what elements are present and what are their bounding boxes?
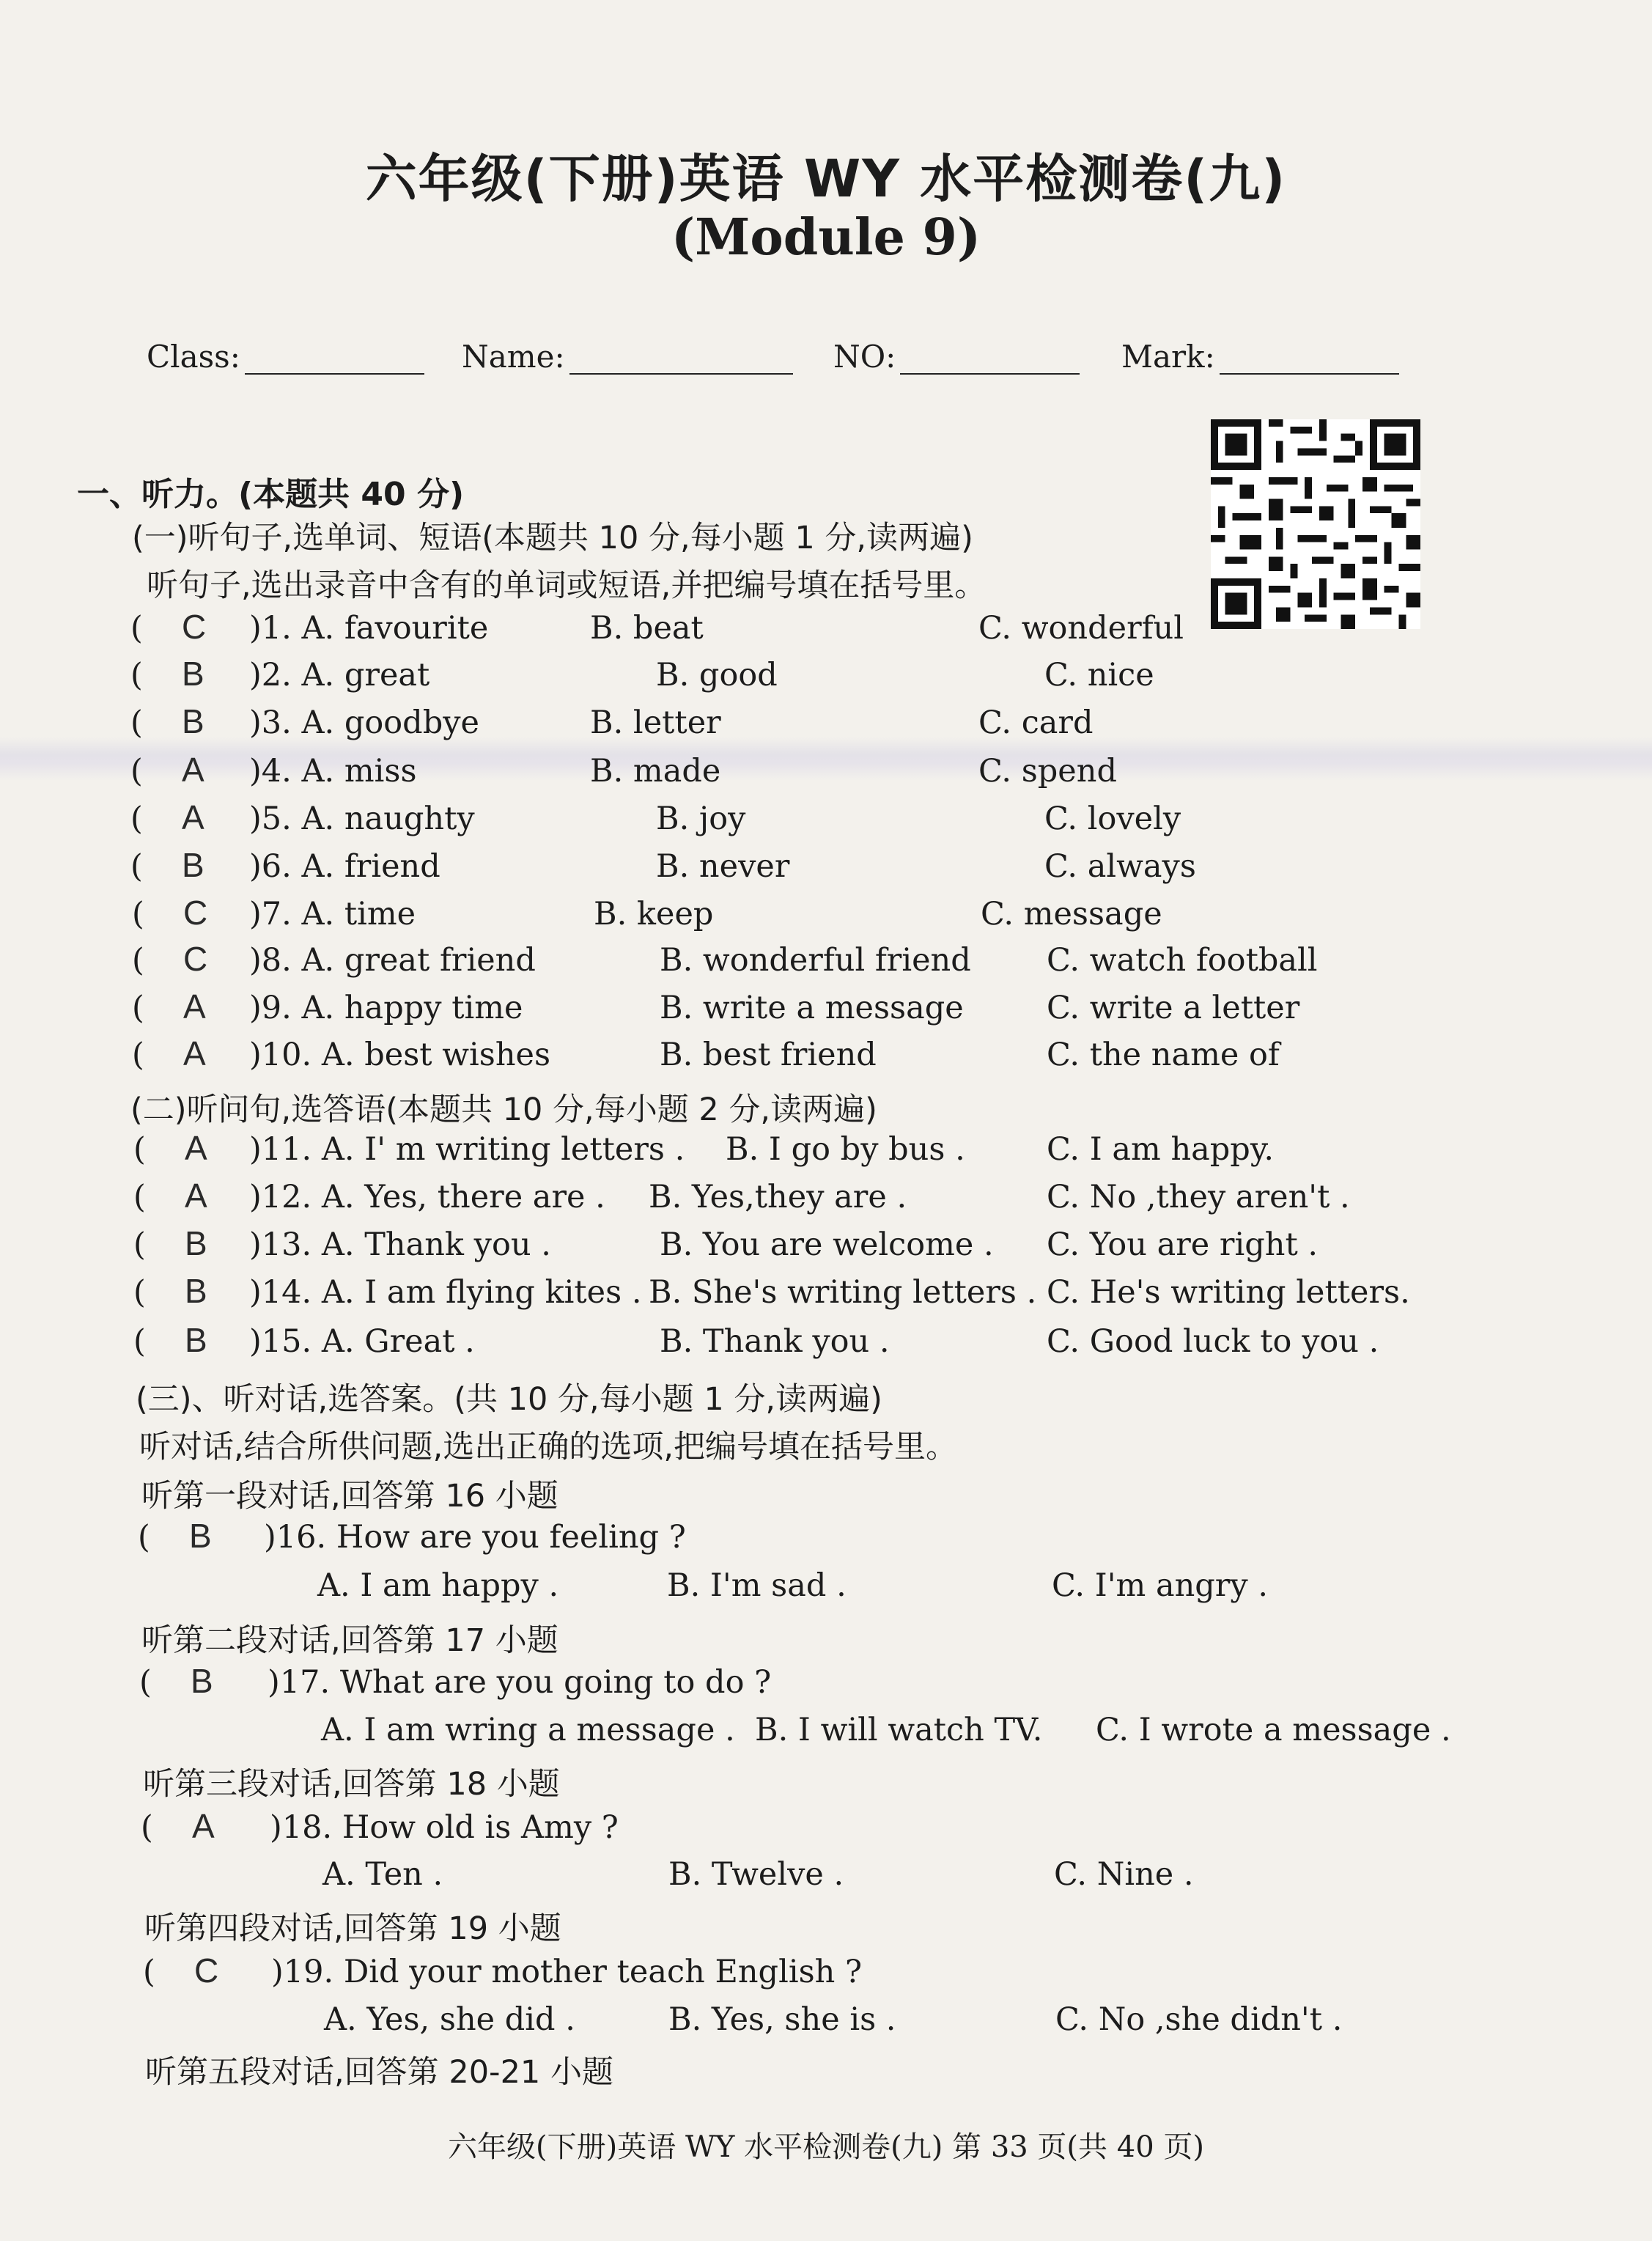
answer-paren: ( bbox=[143, 1954, 155, 1990]
option-b: B. Thank you . bbox=[660, 1323, 890, 1360]
option-c: C. nice bbox=[1044, 657, 1154, 693]
qr-code-icon bbox=[1211, 419, 1420, 629]
option-b: B. Yes,they are . bbox=[649, 1179, 907, 1215]
option-c: C. Good luck to you . bbox=[1047, 1323, 1379, 1360]
question-text: )11. A. I' m writing letters . bbox=[249, 1131, 685, 1168]
page-subtitle: (Module 9) bbox=[671, 208, 981, 267]
option-c: C. always bbox=[1044, 848, 1196, 885]
option-b: B. good bbox=[656, 657, 778, 693]
part2-title: (二)听问句,选答语(本题共 10 分,每小题 2 分,读两遍) bbox=[130, 1092, 877, 1128]
option-c: C. No ,she didn't . bbox=[1055, 2001, 1343, 2038]
name-blank[interactable] bbox=[569, 342, 793, 375]
option-b: B. beat bbox=[590, 610, 704, 647]
part1-title: (一)听句子,选单词、短语(本题共 10 分,每小题 1 分,读两遍) bbox=[132, 520, 973, 556]
question-text: )18. How old is Amy ? bbox=[270, 1809, 619, 1846]
answer-mark[interactable]: C bbox=[183, 894, 208, 932]
part3-title: (三)、听对话,选答案。(共 10 分,每小题 1 分,读两遍) bbox=[136, 1381, 882, 1418]
answer-mark[interactable]: B bbox=[185, 1224, 207, 1262]
option-b: B. joy bbox=[656, 801, 746, 837]
class-blank[interactable] bbox=[245, 342, 424, 375]
answer-mark[interactable]: A bbox=[183, 1034, 206, 1072]
option-c: C. I am happy. bbox=[1047, 1131, 1275, 1168]
answer-paren: ( bbox=[133, 1274, 146, 1311]
answer-mark[interactable]: A bbox=[182, 798, 204, 836]
question-text: )6. A. friend bbox=[249, 848, 440, 885]
option-b: B. write a message bbox=[660, 990, 964, 1026]
no-field: NO: bbox=[833, 339, 1080, 375]
question-text: )13. A. Thank you . bbox=[249, 1226, 551, 1263]
no-blank[interactable] bbox=[900, 342, 1080, 375]
page-title: 六年级(下册)英语 WY 水平检测卷(九) bbox=[365, 149, 1287, 209]
option-c: C. You are right . bbox=[1047, 1226, 1319, 1263]
dialog-intro-18: 听第三段对话,回答第 18 小题 bbox=[143, 1766, 560, 1803]
option-c: C. write a letter bbox=[1047, 990, 1300, 1026]
option-b: B. I go by bus . bbox=[726, 1131, 965, 1168]
option-b: B. Yes, she is . bbox=[668, 2001, 896, 2038]
question-text: )1. A. favourite bbox=[249, 610, 489, 647]
answer-mark[interactable]: B bbox=[185, 1272, 207, 1310]
answer-mark[interactable]: A bbox=[192, 1807, 215, 1845]
option-b: B. best friend bbox=[660, 1037, 877, 1073]
option-b: B. never bbox=[656, 848, 790, 885]
answer-mark[interactable]: C bbox=[182, 608, 207, 646]
question-text: )15. A. Great . bbox=[249, 1323, 475, 1360]
answer-paren: ( bbox=[133, 1226, 146, 1263]
answer-paren: ( bbox=[133, 1179, 146, 1215]
question-text: )14. A. I am flying kites . bbox=[249, 1274, 642, 1311]
answer-mark[interactable]: A bbox=[185, 1129, 207, 1167]
question-text: )9. A. happy time bbox=[249, 990, 523, 1026]
answer-mark[interactable]: B bbox=[182, 846, 204, 884]
option-b: B. Twelve . bbox=[668, 1856, 844, 1893]
answer-mark[interactable]: B bbox=[182, 702, 204, 740]
option-c: C. wonderful bbox=[978, 610, 1184, 647]
answer-paren: ( bbox=[130, 610, 143, 647]
answer-paren: ( bbox=[130, 657, 143, 693]
answer-paren: ( bbox=[130, 704, 143, 741]
answer-mark[interactable]: C bbox=[183, 940, 208, 978]
question-text: )8. A. great friend bbox=[249, 942, 536, 979]
class-field: Class: bbox=[147, 339, 424, 375]
answer-mark[interactable]: B bbox=[191, 1662, 213, 1700]
option-c: C. message bbox=[981, 896, 1162, 932]
answer-paren: ( bbox=[130, 801, 143, 837]
dialog-intro-19: 听第四段对话,回答第 19 小题 bbox=[144, 1910, 561, 1947]
question-text: )7. A. time bbox=[249, 896, 416, 932]
option-c: C. No ,they aren't . bbox=[1047, 1179, 1350, 1215]
dialog-intro-17: 听第二段对话,回答第 17 小题 bbox=[141, 1622, 558, 1659]
question-text: )4. A. miss bbox=[249, 753, 417, 790]
option-c: C. watch football bbox=[1047, 942, 1318, 979]
option-c: C. the name of bbox=[1047, 1037, 1280, 1073]
answer-paren: ( bbox=[130, 753, 143, 790]
dialog-intro-20: 听第五段对话,回答第 20-21 小题 bbox=[145, 2054, 613, 2091]
dialog-intro-16: 听第一段对话,回答第 16 小题 bbox=[141, 1478, 558, 1515]
option-b: B. keep bbox=[594, 896, 714, 932]
section-heading: 一、听力。(本题共 40 分) bbox=[77, 476, 465, 513]
option-b: B. I will watch TV. bbox=[755, 1712, 1043, 1748]
question-text: )10. A. best wishes bbox=[249, 1037, 551, 1073]
option-c: C. lovely bbox=[1044, 801, 1181, 837]
answer-mark[interactable]: B bbox=[182, 655, 204, 693]
scan-band bbox=[0, 737, 1652, 781]
answer-paren: ( bbox=[141, 1809, 153, 1846]
answer-paren: ( bbox=[133, 1131, 146, 1168]
answer-mark[interactable]: B bbox=[189, 1517, 212, 1555]
option-b: B. You are welcome . bbox=[660, 1226, 994, 1263]
option-b: B. letter bbox=[590, 704, 721, 741]
option-a: A. Ten . bbox=[322, 1856, 443, 1893]
answer-paren: ( bbox=[132, 942, 144, 979]
answer-mark[interactable]: A bbox=[183, 987, 206, 1026]
answer-paren: ( bbox=[132, 1037, 144, 1073]
option-a: A. Yes, she did . bbox=[324, 2001, 575, 2038]
answer-paren: ( bbox=[139, 1664, 152, 1701]
answer-mark[interactable]: C bbox=[194, 1951, 219, 1990]
option-c: C. I wrote a message . bbox=[1096, 1712, 1451, 1748]
name-field: Name: bbox=[462, 339, 793, 375]
option-c: C. Nine . bbox=[1054, 1856, 1194, 1893]
option-c: C. card bbox=[978, 704, 1094, 741]
option-b: B. I'm sad . bbox=[667, 1567, 847, 1604]
question-text: )12. A. Yes, there are . bbox=[249, 1179, 605, 1215]
answer-mark[interactable]: B bbox=[185, 1321, 207, 1359]
option-a: A. I am happy . bbox=[317, 1567, 559, 1604]
option-b: B. She's writing letters . bbox=[649, 1274, 1037, 1311]
part1-instruction: 听句子,选出录音中含有的单词或短语,并把编号填在括号里。 bbox=[147, 567, 987, 604]
question-text: )2. A. great bbox=[249, 657, 430, 693]
option-c: C. I'm angry . bbox=[1052, 1567, 1268, 1604]
mark-blank[interactable] bbox=[1220, 342, 1399, 375]
option-c: C. spend bbox=[978, 753, 1117, 790]
answer-paren: ( bbox=[132, 990, 144, 1026]
part3-instruction: 听对话,结合所供问题,选出正确的选项,把编号填在括号里。 bbox=[139, 1429, 958, 1465]
answer-paren: ( bbox=[138, 1519, 150, 1556]
question-text: )16. How are you feeling ? bbox=[264, 1519, 686, 1556]
mark-field: Mark: bbox=[1121, 339, 1399, 375]
option-b: B. made bbox=[590, 753, 721, 790]
answer-mark[interactable]: A bbox=[185, 1177, 207, 1215]
question-text: )17. What are you going to do ? bbox=[268, 1664, 772, 1701]
option-b: B. wonderful friend bbox=[660, 942, 971, 979]
answer-paren: ( bbox=[130, 848, 143, 885]
question-text: )3. A. goodbye bbox=[249, 704, 479, 741]
option-c: C. He's writing letters. bbox=[1047, 1274, 1410, 1311]
question-text: )19. Did your mother teach English ? bbox=[271, 1954, 863, 1990]
page-footer: 六年级(下册)英语 WY 水平检测卷(九) 第 33 页(共 40 页) bbox=[448, 2130, 1204, 2164]
answer-paren: ( bbox=[133, 1323, 146, 1360]
question-text: )5. A. naughty bbox=[249, 801, 475, 837]
option-a: A. I am wring a message . bbox=[321, 1712, 735, 1748]
answer-paren: ( bbox=[132, 896, 144, 932]
answer-mark[interactable]: A bbox=[182, 751, 204, 789]
